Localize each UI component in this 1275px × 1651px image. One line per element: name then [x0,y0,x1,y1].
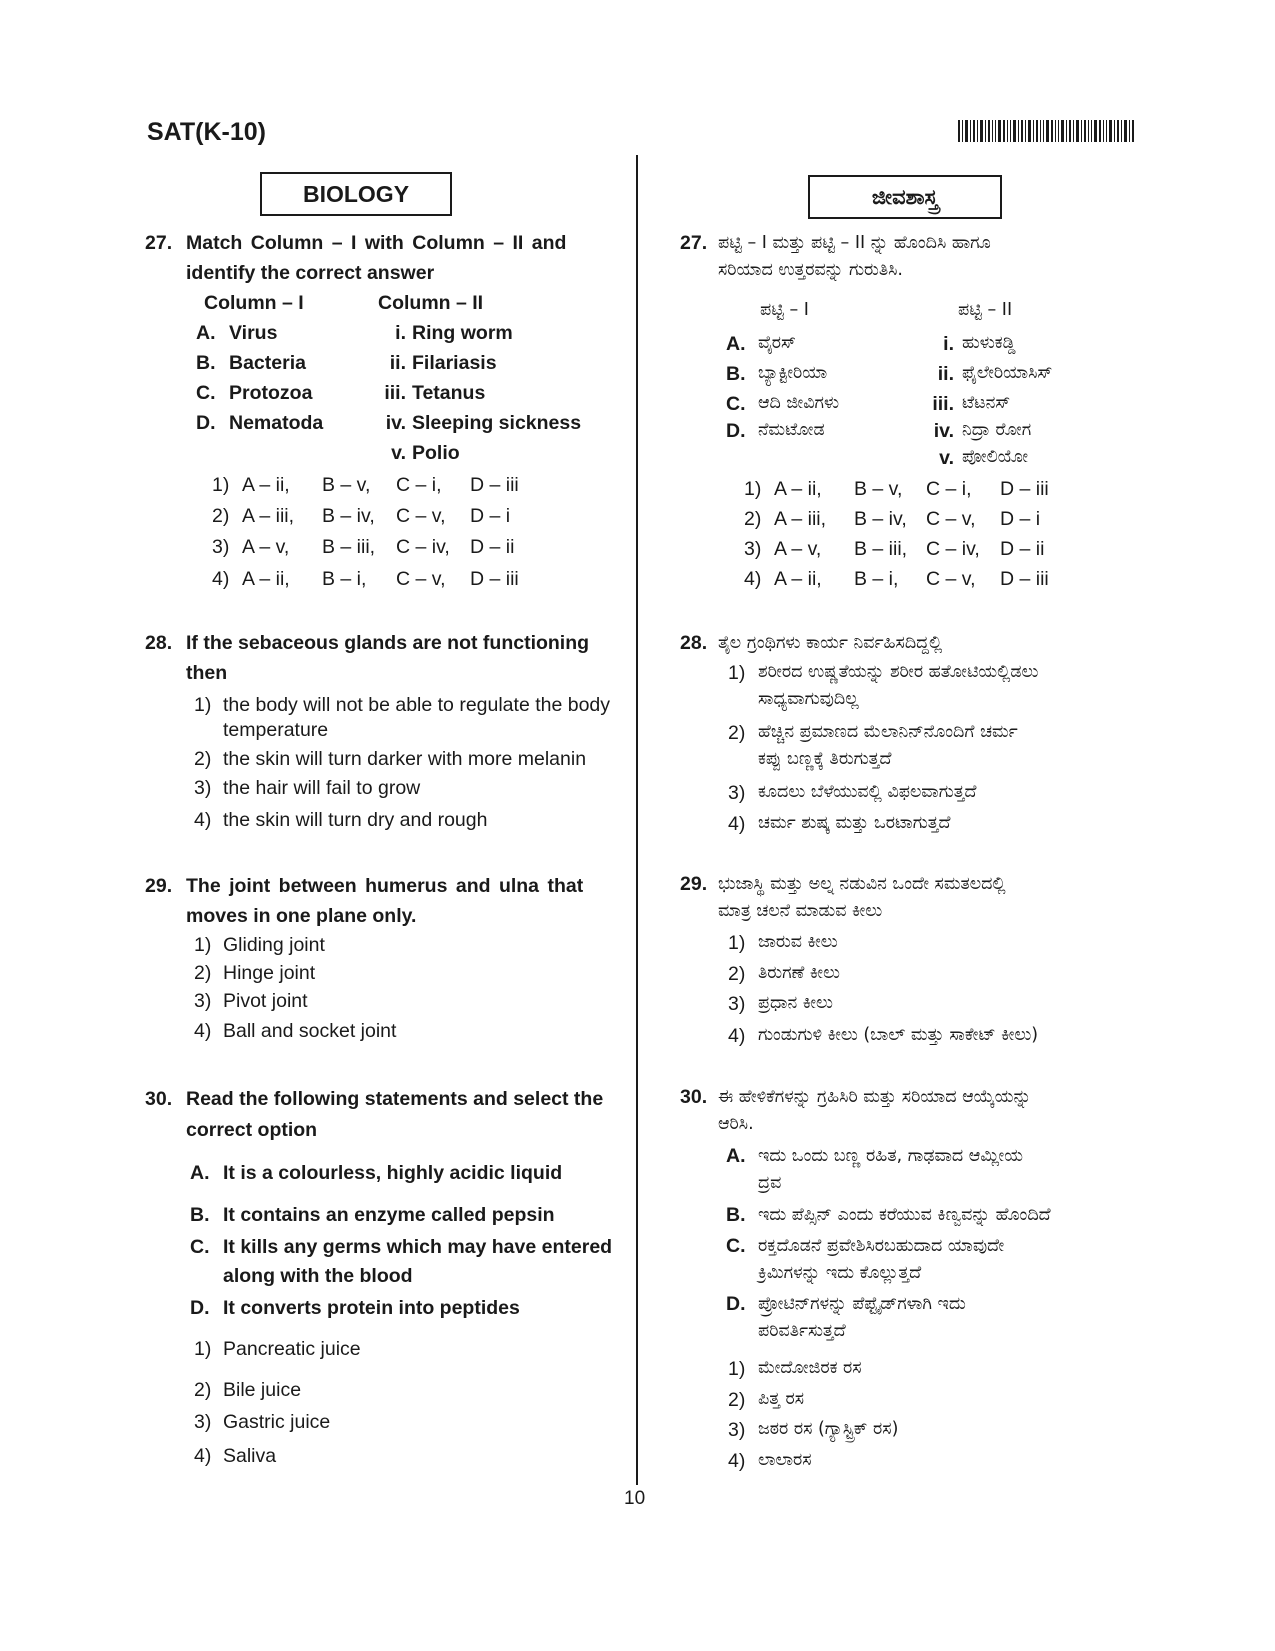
list-item: ಟೆಟನಸ್ [962,393,1011,413]
option-number: 4) [194,809,212,831]
barcode [958,120,1136,142]
statement-key: B. [726,1204,746,1226]
column-header: ಪಟ್ಟಿ – II [958,300,1013,320]
statement-key: D. [726,1293,746,1315]
option-number: 1) [194,1338,212,1360]
list-key: B. [726,363,746,385]
option-text: ಗುಂಡುಗುಳಿ ಕೀಲು (ಬಾಲ್ ಮತ್ತು ಸಾಕೇಟ್ ಕೀಲು) [758,1025,1039,1045]
statement-text: ಇದು ಪೆಪ್ಸಿನ್ ಎಂದು ಕರೆಯುವ ಕಿಣ್ವವನ್ನು ಹೊಂದಿದೆ [758,1205,1051,1225]
list-key: ii. [937,363,954,385]
option-number: 1) [728,1358,746,1380]
option-number: 4) [212,568,230,590]
option-number: 2) [744,508,762,530]
option-text: ಜಠರ ರಸ (ಗ್ಯಾಸ್ಟ್ರಿಕ್ ರಸ) [758,1419,899,1439]
option-number: 2) [728,722,746,744]
option-part: B – i, [322,568,367,590]
section-title: ಜೀವಶಾಸ್ತ್ರ [808,175,1002,219]
option-part: A – ii, [242,568,290,590]
option-text: Hinge joint [223,962,316,984]
option-part: B – v, [322,474,371,496]
column-header: Column – I [204,292,304,314]
option-number: 4) [194,1445,212,1467]
option-part: A – iii, [774,508,827,530]
list-item: ಪೋಲಿಯೋ [962,447,1028,467]
option-part: C – v, [926,508,976,530]
question-number: 27. [145,232,173,254]
option-text: Pancreatic juice [223,1338,361,1360]
statement-key: A. [190,1162,210,1184]
statement-text: ಇದು ಒಂದು ಬಣ್ಣ ರಹಿತ, ಗಾಢವಾದ ಆಮ್ಲೀಯ [758,1146,1023,1166]
list-key: iv. [933,420,954,442]
option-number: 3) [728,1419,746,1441]
option-part: A – v, [774,538,822,560]
statement-key: D. [190,1297,210,1319]
list-key: D. [726,420,746,442]
list-item: Ring worm [412,322,513,344]
statement-text: along with the blood [223,1265,413,1287]
option-part: C – i, [396,474,442,496]
option-text: Bile juice [223,1379,302,1401]
option-part: C – v, [926,568,976,590]
statement-key: C. [190,1236,210,1258]
question-stem: correct option [186,1119,318,1141]
question-stem: then [186,662,228,684]
list-key: i. [395,322,406,344]
option-part: D – i [470,505,511,527]
list-key: v. [391,442,406,464]
option-part: C – v, [396,568,446,590]
question-stem: The joint between humerus and ulna that [186,875,584,897]
option-part: C – i, [926,478,972,500]
option-number: 4) [194,1020,212,1042]
list-key: C. [196,382,216,404]
question-number: 29. [145,875,173,897]
list-key: B. [196,352,216,374]
question-stem: ಪಟ್ಟಿ – I ಮತ್ತು ಪಟ್ಟಿ – II ನ್ನು ಹೊಂದಿಸಿ ಹಾಗೂ [718,233,991,253]
option-number: 1) [728,932,746,954]
option-number: 2) [194,748,212,770]
option-part: B – iii, [854,538,908,560]
option-text: Gastric juice [223,1411,331,1433]
option-text: ಶರೀರದ ಉಷ್ಣತೆಯನ್ನು ಶರೀರ ಹತೋಟಿಯಲ್ಲಿಡಲು [758,662,1039,682]
option-number: 1) [194,694,212,716]
option-text: ಪಿತ್ತ ರಸ [758,1389,805,1409]
question-number: 29. [680,873,708,895]
option-number: 1) [728,662,746,684]
option-text: ತಿರುಗಣೆ ಕೀಲು [758,963,841,983]
statement-text: It kills any germs which may have entered [223,1236,613,1258]
option-text: Gliding joint [223,934,325,956]
list-key: A. [196,322,216,344]
list-key: D. [196,412,216,434]
list-item: Protozoa [229,382,313,404]
option-part: A – ii, [242,474,290,496]
option-number: 4) [728,1025,746,1047]
question-number: 28. [145,632,173,654]
list-key: A. [726,333,746,355]
option-part: D – iii [1000,478,1049,500]
option-number: 1) [212,474,230,496]
list-item: Virus [229,322,278,344]
option-part: D – iii [1000,568,1049,590]
option-number: 4) [744,568,762,590]
option-part: A – iii, [242,505,295,527]
list-item: Polio [412,442,460,464]
list-item: Nematoda [229,412,324,434]
question-number: 28. [680,632,708,654]
option-text: ಲಾಲಾರಸ [758,1450,812,1470]
option-part: B – iv, [322,505,375,527]
option-number: 3) [728,782,746,804]
option-part: A – ii, [774,478,822,500]
list-item: Sleeping sickness [412,412,582,434]
list-item: ವೈರಸ್ [758,333,796,353]
statement-key: C. [726,1235,746,1257]
list-key: ii. [389,352,406,374]
page-number: 10 [624,1488,646,1509]
column-header: Column – II [378,292,484,314]
option-part: A – v, [242,536,290,558]
statement-key: A. [726,1145,746,1167]
question-stem: identify the correct answer [186,262,435,284]
option-part: D – ii [470,536,515,558]
question-number: 30. [145,1088,173,1110]
option-part: D – iii [470,568,519,590]
statement-text: ಪರಿವರ್ತಿಸುತ್ತದೆ [758,1321,846,1341]
question-stem: ಭುಜಾಸ್ಥಿ ಮತ್ತು ಅಲ್ನ ನಡುವಿನ ಒಂದೇ ಸಮತಲದಲ್ಲಿ [718,874,1006,894]
column-divider [636,155,638,1485]
list-item: ಹುಳುಕಡ್ಡಿ [962,333,1016,353]
page-code: SAT(K-10) [147,118,266,146]
statement-text: ಕ್ರಿಮಿಗಳನ್ನು ಇದು ಕೊಲ್ಲುತ್ತದೆ [758,1263,922,1283]
question-stem: ಈ ಹೇಳಿಕೆಗಳನ್ನು ಗ್ರಹಿಸಿರಿ ಮತ್ತು ಸರಿಯಾದ ಆಯ್ಕೆಯನ್ನು [718,1087,1032,1107]
option-text: ಹೆಚ್ಚಿನ ಪ್ರಮಾಣದ ಮೆಲಾನಿನ್‌ನೊಂದಿಗೆ ಚರ್ಮ [758,722,1018,742]
question-stem: ತೈಲ ಗ್ರಂಥಿಗಳು ಕಾರ್ಯ ನಿರ್ವಹಿಸದಿದ್ದಲ್ಲಿ [718,633,943,653]
list-item: Tetanus [412,382,486,404]
option-text: ಸಾಧ್ಯವಾಗುವುದಿಲ್ಲ [758,689,859,709]
statement-text: It is a colourless, highly acidic liquid [223,1162,563,1184]
option-text: Ball and socket joint [223,1020,397,1042]
option-number: 2) [194,962,212,984]
option-number: 2) [212,505,230,527]
option-number: 3) [194,990,212,1012]
option-number: 4) [728,813,746,835]
option-part: B – iv, [854,508,907,530]
column-header: ಪಟ್ಟಿ – I [760,300,809,320]
option-number: 2) [728,963,746,985]
option-part: C – v, [396,505,446,527]
list-key: C. [726,393,746,415]
option-number: 3) [744,538,762,560]
option-number: 3) [194,777,212,799]
question-stem: Match Column – I with Column – II and [186,232,567,254]
list-item: ಆದಿ ಜೀವಿಗಳು [758,393,840,413]
option-number: 3) [728,993,746,1015]
statement-key: B. [190,1204,210,1226]
option-text: the skin will turn dry and rough [223,809,488,831]
option-text: ಕಪ್ಪು ಬಣ್ಣಕ್ಕೆ ತಿರುಗುತ್ತದೆ [758,749,892,769]
list-key: iv. [385,412,406,434]
list-item: Bacteria [229,352,306,374]
option-number: 1) [744,478,762,500]
question-number: 27. [680,232,708,254]
list-item: ನೆಮಟೋಡ [758,420,825,440]
option-text: the skin will turn darker with more melanin [223,748,587,770]
option-text: the hair will fail to grow [223,777,421,799]
question-stem: If the sebaceous glands are not functioning [186,632,590,654]
option-text: temperature [223,719,329,741]
option-part: A – ii, [774,568,822,590]
option-part: C – iv, [926,538,980,560]
option-text: the body will not be able to regulate the body [223,694,611,716]
option-part: B – iii, [322,536,376,558]
option-number: 4) [728,1450,746,1472]
option-part: C – iv, [396,536,450,558]
section-title: BIOLOGY [260,172,452,216]
option-number: 3) [194,1411,212,1433]
option-number: 1) [194,934,212,956]
question-number: 30. [680,1086,708,1108]
option-part: B – v, [854,478,903,500]
list-key: v. [939,447,954,469]
list-item: Filariasis [412,352,497,374]
statement-text: It contains an enzyme called pepsin [223,1204,555,1226]
statement-text: ದ್ರವ [758,1173,782,1193]
option-text: ಪ್ರಧಾನ ಕೀಲು [758,993,833,1013]
option-part: D – iii [470,474,519,496]
question-stem: ಸರಿಯಾದ ಉತ್ತರವನ್ನು ಗುರುತಿಸಿ. [718,260,903,280]
option-text: ಚರ್ಮ ಶುಷ್ಕ ಮತ್ತು ಒರಟಾಗುತ್ತದೆ [758,813,951,833]
option-part: D – i [1000,508,1041,530]
question-stem: moves in one plane only. [186,905,417,927]
question-stem: Read the following statements and select the [186,1088,604,1110]
statement-text: ಪ್ರೋಟಿನ್‌ಗಳನ್ನು ಪೆಪ್ಟೈಡ್‌ಗಳಾಗಿ ಇದು [758,1294,966,1314]
option-number: 3) [212,536,230,558]
option-part: D – ii [1000,538,1045,560]
option-part: B – i, [854,568,899,590]
list-key: i. [943,333,954,355]
list-item: ಫೈಲೇರಿಯಾಸಿಸ್ [962,363,1053,383]
option-number: 2) [728,1389,746,1411]
list-key: iii. [384,382,406,404]
list-item: ನಿದ್ರಾ ರೋಗ [962,420,1032,440]
statement-text: It converts protein into peptides [223,1297,520,1319]
list-item: ಬ್ಯಾಕ್ಟೀರಿಯಾ [758,363,828,383]
statement-text: ರಕ್ತದೊಡನೆ ಪ್ರವೇಶಿಸಿರಬಹುದಾದ ಯಾವುದೇ [758,1236,1005,1256]
option-text: Saliva [223,1445,277,1467]
option-number: 2) [194,1379,212,1401]
option-text: ಮೇದೋಜಿರಕ ರಸ [758,1358,862,1378]
option-text: Pivot joint [223,990,308,1012]
list-key: iii. [932,393,954,415]
option-text: ಜಾರುವ ಕೀಲು [758,932,838,952]
option-text: ಕೂದಲು ಬೆಳೆಯುವಲ್ಲಿ ವಿಫಲವಾಗುತ್ತದೆ [758,782,977,802]
question-stem: ಆರಿಸಿ. [718,1114,754,1134]
question-stem: ಮಾತ್ರ ಚಲನೆ ಮಾಡುವ ಕೀಲು [718,901,883,921]
